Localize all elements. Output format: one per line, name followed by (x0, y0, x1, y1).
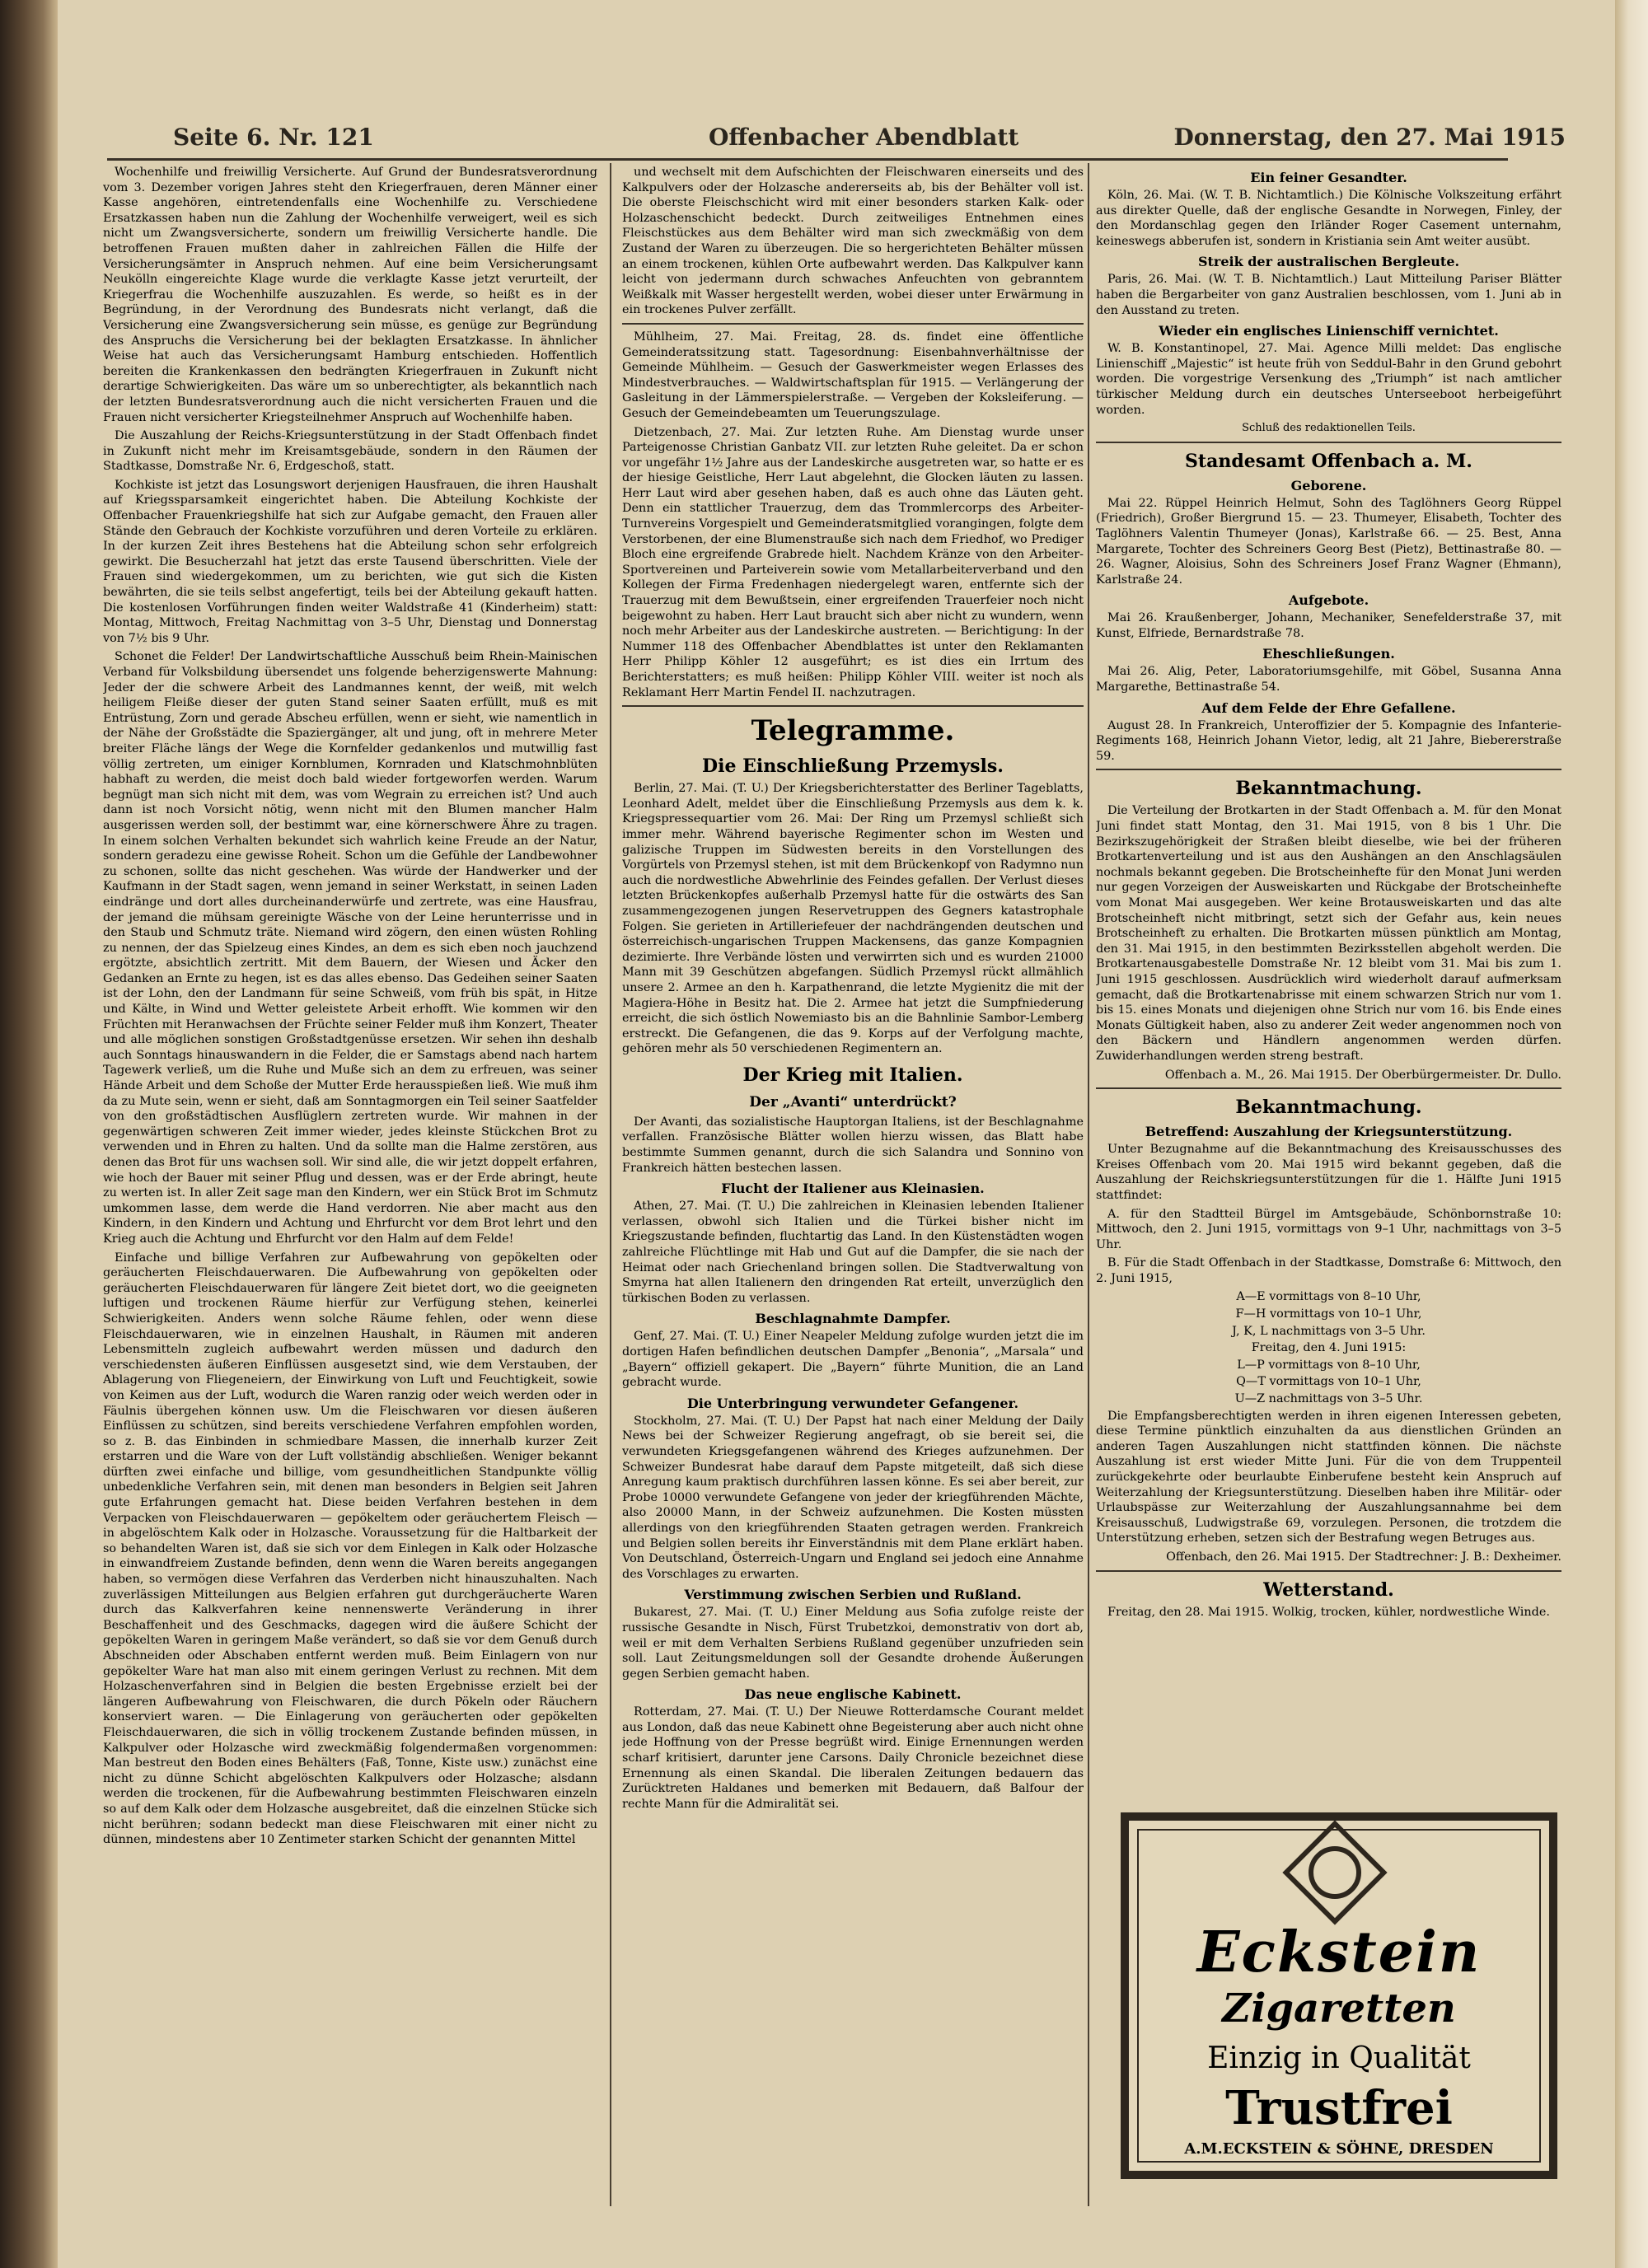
serbien-heading: Verstimmung zwischen Serbien und Rußland. (684, 1587, 1022, 1603)
divider (622, 323, 1084, 325)
book-binding (0, 0, 58, 2268)
bekanntmachung-2-text: Die Empfangsberechtigten werden in ihren eigenen Interessen gebeten, diese Termine pünktlich einzuhalten da aus dienstlichen Gründen an anderen Tagen Auszahlungen nicht stattfinden können. Die nächste Auszahlung ist erst wieder Mitte Juni. Für die von dem Truppenteil zurückgekehrte oder beurlaubte Einberufene besteht kein Anspruch auf Weiterzahlung der Kriegsunterstützung. Dieselben haben ihre Militär- oder Urlaubspässe zur Weiterzahlung der Auszahlungsannahme bei dem Kreisausschuß, Ludwigstraße 69, vorzulegen. Personen, die trotzdem die Unterstützung erheben, setzen sich der Bestrafung wegen Betruges aus. (1096, 1409, 1561, 1546)
gefallene-list: August 28. In Frankreich, Unteroffizier der 5. Kompagnie des Infanterie-Regiments 168, Heinrich Johann Vietor, ledig, alt 21 Jahre, Biebererstraße 59. (1096, 718, 1561, 763)
article-avanti: Der Avanti, das sozialistische Hauptorgan Italiens, ist der Beschlagnahme verfallen. Französische Blätter wollen hierzu wissen, das Blatt habe bestimmte Summen genannt, durch die sich Salandra und Sonnino von Frankreich hätten bestechen lassen. (622, 1115, 1084, 1175)
editorial-end-note: Schluß des redaktionellen Teils. (1242, 422, 1416, 435)
unterbringung-heading: Die Unterbringung verwundeter Gefangener. (686, 1395, 1019, 1411)
article-fleisch: Einfache und billige Verfahren zur Aufbewahrung von gepökelten oder geräucherten Fleischdauerwaren. Die Aufbewahrung von gepökelten oder geräucherten Fleischdauerwaren für längere Zeit bietet dort, wo die geeigneten luftigen und trockenen Räume hierfür zur Verfügung stehen, keinerlei Schwierigkeiten. Anders wenn solche Räume fehlen, oder wenn diese Fleischdauerwaren, wie in einzelnen Haushalt, in Räumen mit anderen Lebensmitteln zugleich aufbewahrt werden müssen und dadurch den verschiedensten äußeren Einflüssen ausgesetzt sind, wie dem Verstauben, der Ablagerung von Fliegeneiern, der Einwirkung von Luft und Feuchtigkeit, sowie von Keimen aus der Luft, wodurch die Waren ranzig oder weich werden oder in Fäulnis übergehen können usw. Um die Fleischwaren vor diesen äußeren Einflüssen zu schützen, sind bereits verschiedene Verfahren empfohlen worden, so z. B. das Einbinden in schmiedbare Massen, die innerhalb kurzer Zeit erstarren und die Ware von der Luft vollständig abschließen. Weniger bekannt dürften zwei einfache und billige, vom gesundheitlichen Standpunkte völlig unbedenkliche Verfahren sein, mit denen man besonders in Belgien seit Jahren gute Erfahrungen gemacht hat. Diese beiden Verfahren bestehen in dem Verpacken von Fleischdauerwaren — gepökeltem oder geräuchertem Fleisch — in abgelöschtem Kalk oder in Holzasche. Voraussetzung für die Haltbarkeit der so behandelten Waren ist, daß sie sich vor dem Einlegen in Kalk oder Holzasche in einwandfreiem Zustande befinden, denn wenn die Waren bereits angegangen haben, so vermögen diese Verfahren das Verderben nicht hinauszuhalten. Nach zuverlässigen Mitteilungen aus Belgien erfahren gut durchgeräucherte Waren durch das Kalkverfahren keine nennenswerte Veränderung in ihrer Beschaffenheit und des Geschmacks, dagegen wird die äußere Schicht der gepökelten Waren in geringem Maße verändert, so daß sie vor dem Genuß durch Abschneiden oder Abschaben entfernt werden muß. Beim Einlagern von nur gepökelter Ware hat man also mit einem geringen Verlust zu rechnen. Mit dem Holzaschenverfahren sind in Belgien die besten Ergebnisse erzielt bei der längeren Aufbewahrung von Fleischwaren, die durch Pökeln oder Räuchern konserviert waren. — Die Einlagerung von geräucherten oder gepökelten Fleischdauerwaren, die sich in völlig trockenem Zustande befinden müssen, in Kalkpulver oder Holzasche wird zweckmäßig folgendermaßen vorgenommen: Man bestreut den Boden eines Behälters (Faß, Tonne, Kiste usw.) zunächst eine nicht zu dünne Schicht abgelöschten Kalkpulvers oder Holzasche; alsdann werden die trockenen, für die Aufbewahrung bestimmten Fleischwaren einzeln so auf dem Kalk oder dem Holzasche ausgebreitet, daß die einzelnen Stücke sich nicht berühren; sodann bedeckt man diese Fleischwaren mit einer nicht zu dünnen, mindestens aber 10 Zentimeter starken Schicht der genannten Mittel (103, 1251, 597, 1847)
geborene-list: Mai 22. Rüppel Heinrich Helmut, Sohn des Taglöhners Georg Rüppel (Friedrich), Großer Biergrund 15. — 23. Thumeyer, Elisabeth, Tochter des Taglöhners Valentin Thumeyer (Jonas), Karlstraße 66. — 25. Best, Anna Margarete, Tochter des Schreiners Georg Best (Pietz), Bettinastraße 80. — 26. Wagner, Aloisius, Sohn des Schreiners Josef Franz Wagner (Ehmann), Karlstraße 24. (1096, 496, 1561, 587)
aufgebote-heading: Aufgebote. (1288, 592, 1369, 609)
telegramme-heading: Telegramme. (751, 714, 955, 748)
italien-heading: Der Krieg mit Italien. (742, 1064, 963, 1086)
article-fleisch-cont: und wechselt mit dem Aufschichten der Fleischwaren einerseits und des Kalkpulvers oder der Holzasche andererseits ab, bis der Behälter voll ist. Die oberste Fleischschicht wird mit einer besonders starken Kalk- oder Holzaschenschicht bedeckt. Durch zeitweiliges Entnehmen eines Fleischstückes aus dem Behälter wird man sich zweckmäßig von dem Zustand der Waren zu überzeugen. Die so hergerichteten Behälter müssen an einem trockenen, kühlen Orte aufbewahrt werden. Das Kalkpulver kann leicht von jedermann durch schwaches Anfeuchten von gebranntem Weißkalk mit Wasser hergestellt werden, wobei dieser unter Erwärmung in ein trockenes Pulver zerfällt. (622, 166, 1084, 317)
przemysl-heading: Die Einschließung Przemysls. (702, 755, 1004, 778)
wetter-heading: Wetterstand. (1263, 1578, 1394, 1601)
gesandter-heading: Ein feiner Gesandter. (1250, 170, 1407, 185)
ad-trustfrei: Trustfrei (1225, 2081, 1453, 2135)
linienschiff-heading: Wieder ein englisches Linienschiff vernichtet. (1159, 323, 1499, 339)
schedule-item: A—E vormittags von 8–10 Uhr, (1236, 1290, 1421, 1304)
schedule-item: Freitag, den 4. Juni 1915: (1251, 1341, 1407, 1355)
divider (1096, 1087, 1561, 1089)
page-number: Seite 6. Nr. 121 (173, 124, 374, 151)
bekanntmachung-2-offenbach: B. Für die Stadt Offenbach in der Stadtkasse, Domstraße 6: Mittwoch, den 2. Juni 1915, (1096, 1256, 1561, 1285)
article-gesandter: Köln, 26. Mai. (W. T. B. Nichtamtlich.) Die Kölnische Volkszeitung erfährt aus direkter Quelle, daß der englische Gesandte in Norwegen, Finley, der den Mordanschlag gegen den Irländer Roger Casement unternahm, keineswegs abberufen ist, sondern in Kristiania sein Amt weiter ausübt. (1096, 189, 1561, 248)
ad-product: Zigaretten (1222, 1985, 1456, 2032)
article-streik: Paris, 26. Mai. (W. T. B. Nichtamtlich.) Laut Mitteilung Pariser Blätter haben die Bergarbeiter von ganz Australien beschlossen, vom 1. Juni ab in den Ausstand zu treten. (1096, 273, 1561, 317)
divider (622, 705, 1084, 707)
flucht-heading: Flucht der Italiener aus Kleinasien. (721, 1181, 985, 1197)
bekanntmachung-2-intro: Unter Bezugnahme auf die Bekanntmachung des Kreisausschusses des Kreises Offenbach vom 20. Mai 1915 wird bekannt gegeben, daß die Auszahlung der Reichskriegsunterstützungen für die 1. Hälfte Juni 1915 stattfindet: (1096, 1143, 1561, 1202)
bekanntmachung-1-text: Die Verteilung der Brotkarten in der Stadt Offenbach a. M. für den Monat Juni findet statt Montag, den 31. Mai 1915, von 8 bis 1 Uhr. Die Bezirkszugehörigkeit der Straßen bleibt dieselbe, wie bei der früheren Brotkartenverteilung und ist aus den Aushängen an den Anschlagsäulen nochmals bekannt gegeben. Die Brotscheinhefte für den Monat Juni werden nur gegen Vorzeigen der Ausweiskarten und Rückgabe der Brotscheinhefte vom Monat Mai ausgegeben. Wer keine Brotausweiskarten und das alte Brotscheinheft nicht mitbringt, setzt sich der Gefahr aus, kein neues Brotscheinheft zu erhalten. Die Brotkarten müssen pünktlich am Montag, den 31. Mai 1915, in den bestimmten Bezirksstellen abgeholt werden. Die Brotkartenausgabestelle Domstraße Nr. 12 bleibt vom 31. Mai bis zum 1. Juni 1915 geschlossen. Ausdrücklich wird wiederholt darauf aufmerksam gemacht, daß die Brotkartenabrisse mit einem schwarzen Strich nur vom 1. bis 15. eines Monats und diejenigen ohne Strich nur vom 16. bis Ende eines Monats Gültigkeit haben, also zu anderer Zeit weder angenommen noch von den Bäckern und Händlern angenommen werden dürfen. Zuwiderhandlungen werden streng bestraft. (1096, 804, 1561, 1063)
issue-date: Donnerstag, den 27. Mai 1915 (1173, 124, 1566, 151)
column-2 (622, 165, 1084, 2216)
dampfer-heading: Beschlagnahmte Dampfer. (755, 1311, 951, 1327)
bekanntmachung-2-bürgel: A. für den Stadtteil Bürgel im Amtsgebäude, Schönbornstraße 10: Mittwoch, den 2. Juni 1915, vormittags von 9–1 Uhr, nachmittags von 3–5 Uhr. (1096, 1207, 1561, 1251)
streik-heading: Streik der australischen Bergleute. (1197, 254, 1460, 270)
schedule-item: J, K, L nachmittags von 3–5 Uhr. (1232, 1324, 1426, 1338)
ehe-heading: Eheschließungen. (1262, 646, 1395, 662)
schedule-item: L—P vormittags von 8–10 Uhr, (1237, 1358, 1421, 1372)
column-1 (103, 165, 597, 2216)
article-flucht: Athen, 27. Mai. (T. U.) Die zahlreichen in Kleinasien lebenden Italiener verlassen, obwohl sich Italien und die Türkei bisher nicht im Kriegszustande befinden, fluchtartig das Land. In den Küstenstädten wogen zahlreiche Flüchtlinge mit Hab und Gut auf die Dampfer, die sie nach der Heimat oder nach Griechenland bringen sollen. Die Stadtverwaltung von Smyrna hat allen Italienern den dringenden Rat erteilt, unverzüglich den türkischen Boden zu verlassen. (622, 1199, 1084, 1305)
ad-manufacturer: A.M.ECKSTEIN & SÖHNE, DRESDEN (1184, 2140, 1494, 2158)
article-muehlheim: Mühlheim, 27. Mai. Freitag, 28. ds. findet eine öffentliche Gemeinderatssitzung statt. Tagesordnung: Eisenbahnverhältnisse der Gemeinde Mühlheim. — Gesuch der Gaswerkmeister wegen Erlasses des Mindestverbrauches. — Waldwirtschaftsplan für 1915. — Verlängerung der Gasleitung in der Lämmerspielerstraße. — Vergeben der Koksleiferung. — Gesuch der Gemeindebeamten um Teuerungszulage. (622, 330, 1084, 420)
column-rule (1088, 163, 1089, 2206)
page-header (173, 124, 1566, 161)
schedule-item: U—Z nachmittags von 3–5 Uhr. (1234, 1392, 1423, 1406)
eckstein-advertisement (1121, 1812, 1557, 2179)
bekanntmachung-2-heading: Bekanntmachung. (1235, 1097, 1422, 1119)
geborene-heading: Geborene. (1290, 477, 1367, 493)
ad-brand: Eckstein (1196, 1920, 1482, 1985)
schedule-item: F—H vormittags von 10–1 Uhr, (1235, 1307, 1422, 1321)
standesamt-heading: Standesamt Offenbach a. M. (1185, 450, 1472, 472)
article-unterbringung: Stockholm, 27. Mai. (T. U.) Der Papst hat nach einer Meldung der Daily News bei der Schweizer Regierung angefragt, ob sie bereit sei, die verwundeten Kriegsgefangenen während des Krieges aufzunehmen. Der Schweizer Bundesrat habe darauf dem Papste mitgeteilt, daß sich diese Anregung kaum praktisch durchführen lassen könne. Es sei aber bereit, zur Probe 10000 verwundete Gefangene von jeder der kriegführenden Mächte, also 20000 Mann, in der Schweiz aufzunehmen. Die Kosten müssten allerdings von den kriegführenden Staaten getragen werden. Frankreich und Belgien sollen bereits ihr Einverständnis mit dem Plane erklärt haben. Von Deutschland, Österreich-Ungarn und England sei jedoch eine Annahme des Vorschlages zu erwarten. (622, 1414, 1084, 1581)
article-linienschiff: W. B. Konstantinopel, 27. Mai. Agence Milli meldet: Das englische Linienschiff „Majestic“ ist heute früh von Seddul-Bahr in den Grund gebohrt worden. Die vorgestrige Versenkung des „Triumph“ ist nach amtlicher türkischer Meldung durch ein deutsches Unterseeboot herbeigeführt worden. (1096, 342, 1561, 417)
divider (1096, 1570, 1561, 1572)
bekanntmachung-1-signature: Offenbach a. M., 26. Mai 1915. Der Oberbürgermeister. Dr. Dullo. (1164, 1068, 1561, 1082)
wetter-text: Freitag, den 28. Mai 1915. Wolkig, trocken, kühler, nordwestliche Winde. (1107, 1605, 1550, 1619)
article-przemysl: Berlin, 27. Mai. (T. U.) Der Kriegsberichterstatter des Berliner Tageblatts, Leonhard Adelt, meldet über die Einschließung Przemysls aus dem k. k. Kriegspressequartier vom 26. Mai: Der Ring um Przemysl schließt sich immer mehr. Während bayerische Regimenter schon im Westen und galizische Truppen im Südwesten bereits in den Vorstellungen des Vorgürtels von Przemysl stehen, ist mit dem Brückenkopf von Radymno nun auch die nordwestliche Abwehrlinie des Feindes gefallen. Der Verlust dieses letzten Brückenkopfes außerhalb Przemysl hatte für die ostwärts des San zusammengezogenen jungen Reservetruppen des Gegners katastrophale Folgen. Sie gerieten in Artilleriefeuer der nachdrängenden deutschen und österreichisch-ungarischen Truppen Mackensens, das ganze Kompagnien dezimierte. Ihre Verbände lösten und verwirrten sich und es wurden 21000 Mann mit 39 Geschützen abgefangen. Südlich Przemysl rückt allmählich unsere 2. Armee an den h. Karpathenrand, die letzte Mygienitz die mit der Magiera-Höhe in Besitz hat. Die 2. Armee hat jetzt die Sumpfniederung erreicht, die sich östlich Nowemiasto bis an die Bahnlinie Sambor-Lemberg erstreckt. Die Gefangenen, die das 9. Korps auf der Verfolgung machte, gehören mehr als 50 verschiedenen Regimentern an. (622, 782, 1084, 1056)
schedule-list (1096, 1289, 1561, 1406)
article-wochenhilfe: Wochenhilfe und freiwillig Versicherte. Auf Grund der Bundesratsverordnung vom 3. Dezember vorigen Jahres steht den Kriegerfrauen, deren Männer einer Kasse angehören, eintretendenfalls eine Wochenhilfe zu. Verschiedene Ersatzkassen haben nun die Zahlung der Wochenhilfe verweigert, weil es sich nicht um Zwangsversicherte, sondern um freiwillig Versicherte handle. Die betroffenen Frauen mußten daher in zahlreichen Fällen die Hilfe der Versicherungsämter in Anspruch nehmen. Auf eine beim Versicherungsamt Neukölln eingereichte Klage wurde die verklagte Kasse jetzt verurteilt, der Kriegerfrau die Wochenhilfe auszuzahlen. Es werde, so heißt es in der Begründung, in der Verordnung des Bundesrats nicht verlangt, daß die Versicherung eine Zwangsversicherung sein müsse, es genüge zur Begründung des Anspruchs die Versicherung bei der beklagten Ersatzkasse. In ähnlicher Weise hat auch das Versicherungsamt Hamburg entschieden. Hoffentlich bereiten die Krankenkassen den bedrängten Kriegerfrauen in Zukunft nicht derartige Schwierigkeiten. Das wäre um so unberechtigter, als bekanntlich nach der letzten Bundesratsverordnung auch die nicht versicherten Frauen und die Frauen nicht versicherter Kriegsteilnehmer Anspruch auf Wochenhilfe haben. (103, 166, 597, 424)
article-dietzenbach: Dietzenbach, 27. Mai. Zur letzten Ruhe. Am Dienstag wurde unser Parteigenosse Christian Ganbatz VII. zur letzten Ruhe geleitet. Da er schon vor ungefähr 1½ Jahre aus der Landeskirche ausgetreten war, so hatte er es der hiesige Geistliche, Herr Laut abgelehnt, die Glocken läuten zu lassen. Herr Laut wird aber gesehen haben, daß es auch ohne das Läuten geht. Denn ein stattlicher Trauerzug, dem das Trommlercorps des Arbeiter-Turnvereins Vorgespielt und Gemeinderatsmitglied vorangingen, folgte dem Verstorbenen, der eine Blumenstrauße sich nach dem Friedhof, wo Prediger Bloch eine ergreifende Grabrede hielt. Nachdem Kränze von den Arbeiter-Sportvereinen und Parteiverein sowie vom Metallarbeiterverband und den Kollegen der Firma Fredenhagen niedergelegt waren, entfernte sich der Trauerzug mit dem Bewußtsein, einer ergreifenden Trauerfeier noch nicht beigewohnt zu haben. Herr Laut braucht sich aber nicht zu wundern, wenn noch mehr Arbeiter aus der Landeskirche austreten. — Berichtigung: In der Nummer 118 des Offenbacher Abendblattes ist unter den Reklamanten Herr Philipp Köhler 12 ausgeführt; es ist dies ein Irrtum des Berichterstatters; es muß heißen: Philipp Köhler VIII. weiter ist noch als Reklamant Herr Martin Fendel II. nachzutragen. (622, 425, 1084, 699)
article-dampfer: Genf, 27. Mai. (T. U.) Einer Neapeler Meldung zufolge wurden jetzt die im dortigen Hafen befindlichen deutschen Dampfer „Benonia“, „Marsala“ und „Bayern“ offiziell gekapert. Die „Bayern“ führte Munition, die an Land gebracht wurde. (622, 1330, 1084, 1390)
article-kochkiste: Kochkiste ist jetzt das Losungswort derjenigen Hausfrauen, die ihren Haushalt auf Kriegssparsamkeit eingerichtet haben. Die Abteilung Kochkiste der Offenbacher Frauenkriegshilfe hat sich zur Aufgabe gemacht, den Frauen aller Stände den Gebrauch der Kochkiste vorzuführen und deren Vorteile zu erklären. In der kurzen Zeit ihres Bestehens hat die Abteilung schon sehr erfolgreich gewirkt. Die Besucherzahl hat jetzt das erste Tausend überschritten. Viele der Frauen sind wiedergekommen, um zu berichten, wie gut sich die Kisten bewährten, die sie teils selbst angefertigt, teils bei der Abteilung gekauft hatten. Die kostenlosen Vorführungen finden weiter Waldstraße 41 (Kinderheim) statt: Montag, Mittwoch, Freitag Nachmittag von 3–5 Uhr, Dienstag und Donnerstag von 7½ bis 9 Uhr. (103, 478, 597, 645)
bekanntmachung-2-signature: Offenbach, den 26. Mai 1915. Der Stadtrechner: J. B.: Dexheimer. (1166, 1550, 1561, 1564)
bekanntmachung-1-heading: Bekanntmachung. (1235, 778, 1422, 800)
column-rule (610, 163, 611, 2206)
schedule-item: Q—T vormittags von 10–1 Uhr, (1236, 1375, 1421, 1389)
kabinett-heading: Das neue englische Kabinett. (744, 1686, 962, 1703)
divider (1096, 442, 1561, 443)
article-serbien: Bukarest, 27. Mai. (T. U.) Einer Meldung aus Sofia zufolge reiste der russische Gesandte in Nisch, Fürst Trubetzkoi, demonstrativ von dort ab, weil er mit dem Verhalten Serbiens Rußland gegenüber unzufrieden sein soll. Laut Zeitungsmeldungen soll der Gesandte drohende Äußerungen gegen Serbien gemacht haben. (622, 1606, 1084, 1681)
article-auszahlung: Die Auszahlung der Reichs-Kriegsunterstützung in der Stadt Offenbach findet in Zukunft nicht mehr im Kreisamtsgebäude, sondern in den Räumen der Stadtkasse, Domstraße Nr. 6, Erdgeschoß, statt. (103, 429, 597, 474)
header-rule (107, 158, 1508, 161)
next-page-edge (1615, 0, 1648, 2268)
aufgebote-list: Mai 26. Kraußenberger, Johann, Mechaniker, Senefelderstraße 37, mit Kunst, Elfriede, Bernardstraße 78. (1096, 611, 1561, 640)
avanti-heading: Der „Avanti“ unterdrückt? (749, 1093, 957, 1111)
ehe-list: Mai 26. Alig, Peter, Laboratoriumsgehilfe, mit Göbel, Susanna Anna Margarethe, Bettinastraße 54. (1096, 665, 1561, 694)
article-kabinett: Rotterdam, 27. Mai. (T. U.) Der Nieuwe Rotterdamsche Courant meldet aus London, daß das neue Kabinett ohne Begeisterung aber auch nicht ohne jede Hoffnung von der Presse begrüßt wird. Einige Ernennungen werden scharf kritisiert, darunter jene Carsons. Daily Chronicle bezeichnet diese Ernennung als einen Skandal. Die liberalen Zeitungen bedauern das Zurücktreten Haldanes und bemerken mit Bedauern, daß Balfour der rechte Mann für die Admiralität sei. (622, 1705, 1084, 1811)
masthead: Offenbacher Abendblatt (709, 124, 1019, 151)
divider (1096, 769, 1561, 770)
gefallene-heading: Auf dem Felde der Ehre Gefallene. (1201, 699, 1456, 716)
article-felder: Schonet die Felder! Der Landwirtschaftliche Ausschuß beim Rhein-Mainischen Verband für Volksbildung übersendet uns folgende beherzigenswerte Mahnung: Jeder der die schwere Arbeit des Landmannes kennt, der weiß, mit welch heiligem Fleiße dieser der guten Stand seiner Saaten erfüllt, muß es mit Entrüstung, Zorn und gerade Abscheu erfüllen, wenn er sieht, wie namentlich in der Nähe der Großstädte die Spaziergänger, alt und jung, oft in mehrere Meter breiter Fläche längs der Wege die Kornfelder gedankenlos und mutwillig fast völlig zertreten, um einiger Kornblumen, Kornraden und Klatschmohnblüten habhaft zu werden, die meist doch bald wieder fortgeworfen werden. Warum begnügt man sich nicht mit dem, was vom Wegrain zu erreichen ist? Und auch dann ist noch Vorsicht nötig, wenn nicht mit den Blumen mancher Halm ausgerissen werden soll, der bestimmt war, eine körnerschwere Ähre zu tragen. In einem solchen Verhalten bekundet sich wahrlich keine Freude an der Natur, sondern geradezu eine gewisse Roheit. Schon um die Gefühle der Landbewohner zu schonen, sollte das nicht geschehen. Was würde der Handwerker und der Kaufmann in der Stadt sagen, wenn jemand in seiner Werkstatt, in seinen Laden eindränge und dort alles durcheinanderwürfe und zertrete, was eine Hausfrau, der jemand die mühsam gereinigte Wäsche von der Leine herunterrisse und in den Staub und Schmutz träte. Niemand wird zögern, den einen wüsten Rohling zu nennen, der das Spielzeug eines Kindes, an dem es sich eben noch jauchzend ergötzte, absichtlich zertritt. Mit dem Bauern, der Wiesen und Äcker den Gedanken an Ernte zu hegen, ist es das alles ebenso. Das Gedeihen seiner Saaten ist der Lohn, den der Landmann für seine Schweiß, vom früh bis spät, in Hitze und Kälte, in Wind und Wetter geleistete Arbeit erhofft. Wie kommen wir den Früchten mit Heranwachsen der Früchte seiner Felder muß ihm Konzert, Theater und alle möglichen sonstigen Großstadtgenüsse ersetzen. Wir sehen ihn deshalb auch Sonntags hinauswandern in die Felder, die er Samstags abend nach hartem Tagewerk verließ, um die Ruhe und Muße sich an dem zu erfreuen, was seiner Hände Arbeit und dem Schoße der Mutter Erde herausspießen ließ. Wie muß ihm da zu Mute sein, wenn er sieht, daß am Sonntagmorgen ein Teil seiner Saatfelder von den großstädtischen Ausflüglern zertreten wurde. Wir mahnen in der gegenwärtigen schweren Zeit immer wieder, jedes kleinste Stückchen Brot zu verwenden und in Ehren zu halten. Und da sollte man die Halme zerstören, aus denen das Brot für uns wachsen soll. Wir sind alle, die wir jetzt doppelt erfahren, wie hoch der Bauer mit seiner Pflug und dessen, was er der Erde abringt, heute zu werten ist. In aller Zeit sage man den Kindern, wer ein Stück Brot im Schmutz umkommen lasse, dem werde die Hand verdorren. Nie aber macht aus den Kindern, in den Kindern und Achtung und Ehrfurcht vor dem Brot lehrt und den Krieg auch die Achtung und Ehrfurcht vor den Halm auf dem Felde! (103, 650, 597, 1246)
bekanntmachung-2-subject: Betreffend: Auszahlung der Kriegsunterstützung. (1145, 1124, 1513, 1140)
circle-logo-icon (1309, 1846, 1361, 1899)
ad-tagline: Einzig in Qualität (1207, 2041, 1471, 2075)
